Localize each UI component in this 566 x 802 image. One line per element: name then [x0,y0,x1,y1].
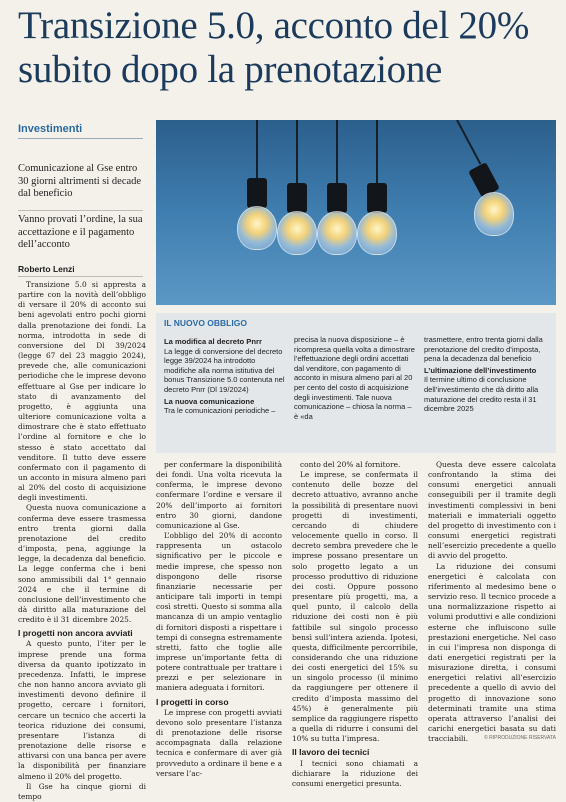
info-col-2 [294,335,416,421]
info-c-title: L’ultimazione dell’investimento [424,365,537,375]
col1-p2: Questa nuova comunicazione a conferma deve essere trasmessa entro trenta giorni dalla prenotazione del credito d’imposta, pena, aggiunge la legge, la decadenza dal beneficio. La legge conferma che i beni sono ammissibili dal 1° gennaio 2024 e che il termine di conclusione dell’investimento che dà diritto alla maturazione del credito è il 31 dicembre 2025. [18,503,146,625]
section-label: Investimenti [18,123,143,139]
col1-p1: Transizione 5.0 si appresta a partire con la novità dell’obbligo di versare il 20% di acconto sui beni agevolati entro pochi giorni dalla prenotazione dei fondi. La norma, introdotta in sede di conversione del Dl 39/2024 (legge 67 del 23 maggio 2024), prevede che, alle comunicazioni periodiche che le imprese devono effettuare al Gse per indicare lo stato di avanzamento del progetto, è aggiunta una ulteriore comunicazione volta a dimostrare che è stato effettuato l’ordine al fornitore e che lo stesso è stato accettato dal venditore. Il tutto deve essere confermato con il pagamento di un acconto in misura almeno pari al 20% del costo di acquisizione degli investimenti. [18,280,146,503]
summary-2: Vanno provati l’ordine, la sua accettazione e il pagamento dell’acconto [18,210,143,252]
copyright-notice: © RIPRODUZIONE RISERVATA [484,735,556,741]
summary-1: Comunicazione al Gse entro 30 giorni altrimenti si decade dal beneficio [18,163,142,199]
column-3 [292,460,418,789]
col3-p2: Le imprese, se confermata il contenuto delle bozze del decreto attuativo, avranno anche la possibilità di presentare nuovi progetti di investimenti, cercando di chiudere velocemente quello in corso. Il decreto sembra prevedere che le imprese possano presentare un solo progetto legato a un processo produttivo di riduzione dei costi. Oppure possono presentare più progetti, ma, a quel punto, il calcolo della riduzione dei costi non è più fattibile sul singolo processo bensì sull’intera azienda. Ipotesi, questa, difficilmente percorribile, considerando che una riduzione dei costi energetici del 15% su un singolo processo (il minimo da raggiungere per ottenere il credito d’imposta massimo del 45%) è generalmente più semplice da raggiungere rispetto a quella di ridurre i consumi del 10% su tutta l’impresa. [292,470,418,744]
info-title: IL NUOVO OBBLIGO [164,318,247,328]
col2-p1: per confermare la disponibilità dei fondi. Una volta ricevuta la conferma, le imprese devono confermare l’ordine e versare il 20% dell’importo ai fornitori entro 30 giorni, dandone comunicazione al Gse. [156,460,282,530]
column-4 [428,460,556,744]
headline-line-1: Transizione 5.0, acconto del 20% [18,4,530,47]
col4-p1: Questa deve essere calcolata confrontando la stima dei consumi energetici annuali conseguibili per il tramite degli investimenti complessivi in beni materiali e immateriali oggetto del progetto di investimento con i consumi energetici registrati nell’esercizio precedente a quello di avvio del progetto. [428,460,556,561]
col1-p4: Il Gse ha cinque giorni di tempo [18,781,146,801]
col1-heading: I progetti non ancora avviati [18,628,133,639]
info-a-title: La modifica al decreto Pnrr [164,337,262,346]
info-box [156,313,556,453]
col3-p3: I tecnici sono chiamati a dichiarare la riduzione dei consumi energetici presunta. [292,758,418,788]
col4-p2: La riduzione dei consumi energetici è calcolata con riferimento al medesimo bene o servizio reso. Il tecnico procede a una normalizzazione rispetto ai volumi produttivi e alle condizioni esterne che influiscono sulle prestazioni energetiche. Nel caso in cui l’impresa non disponga di dati energetici registrati per la misurazione diretta, i consumi energetici relativi all’esercizio precedente a quello di avvio del progetto di innovazione sono determinati tramite una stima operata attraverso l’analisi dei carichi energetici basata su dati tracciabili. [428,561,556,744]
col2-p3: Le imprese con progetti avviati devono solo presentare l’istanza di prenotazione delle risorse accompagnata dalla relazione tecnica e confermare di aver già provveduto a ordinare il bene e a versare l’ac- [156,707,282,778]
info-b-text: precisa la nuova disposizione – è ricompresa quella volta a dimostrare l’effettuazione degli ordini accettati dal venditore, con pagamento di acconto in misura almeno pari al 20 per cento del costo di acquisizione degli investimenti. Tale nuova comunicazione – chiosa la norma – è «da [294,335,415,421]
info-col-3 [424,335,548,414]
info-a-text: La legge di conversione del decreto legge 39/2024 ha introdotto modifiche alla norma istitutiva del bonus Transizione 5.0 contenuta nel decreto Pnrr (Dl 19/2024) [164,346,285,394]
info-c-text: trasmettere, entro trenta giorni dalla prenotazione del credito d’imposta, pena la decadenza dal beneficio [424,335,543,364]
headline-line-2: subito dopo la prenotazione [18,48,443,91]
col3-heading: Il lavoro dei tecnici [292,747,370,758]
headline [18,4,558,92]
info-c2-text: Il termine ultimo di conclusione dell’investimento che dà diritto alla maturazione del credito resta il 31 dicembre 2025 [424,375,539,414]
info-col-1 [164,335,286,416]
col2-heading: I progetti in corso [156,696,229,707]
info-a2-text: Tra le comunicazioni periodiche – [164,406,276,416]
col1-p3: A questo punto, l’iter per le imprese prende una forma diversa da quanto ipotizzato in precedenza. Infatti, le imprese che non hanno ancora avviato gli investimenti devono definire il progetto, cercare i fornitori, cercare un tecnico che accerti la teorica riduzione dei consumi, presentare l’istanza di prenotazione delle risorse e attivarsi con una banca per avere la disponibilità per finanziare almeno il 20% del progetto. [18,639,146,781]
lightbulbs-photo [156,120,556,305]
col3-p1: conto del 20% al fornitore. [300,460,401,469]
info-a2-title: La nuova comunicazione [164,396,255,406]
author: Roberto Lenzi [18,264,143,277]
column-2 [156,460,282,779]
col2-p2: L’obbligo del 20% di acconto rappresenta un ostacolo significativo per le piccole e medie imprese, che spesso non dispongono delle risorse finanziarie necessarie per anticipare tali importi in tempi così stretti. Questo si somma alla mancanza di un ampio ventaglio di fornitori disposti a rispettare i tempi di consegna estremamente stretti, fatto che toglie alle imprese un’importante fetta di potere contrattuale per trattare i prezzi e per selezionare in maniera adeguata i fornitori. [156,531,282,693]
column-1 [18,280,146,802]
